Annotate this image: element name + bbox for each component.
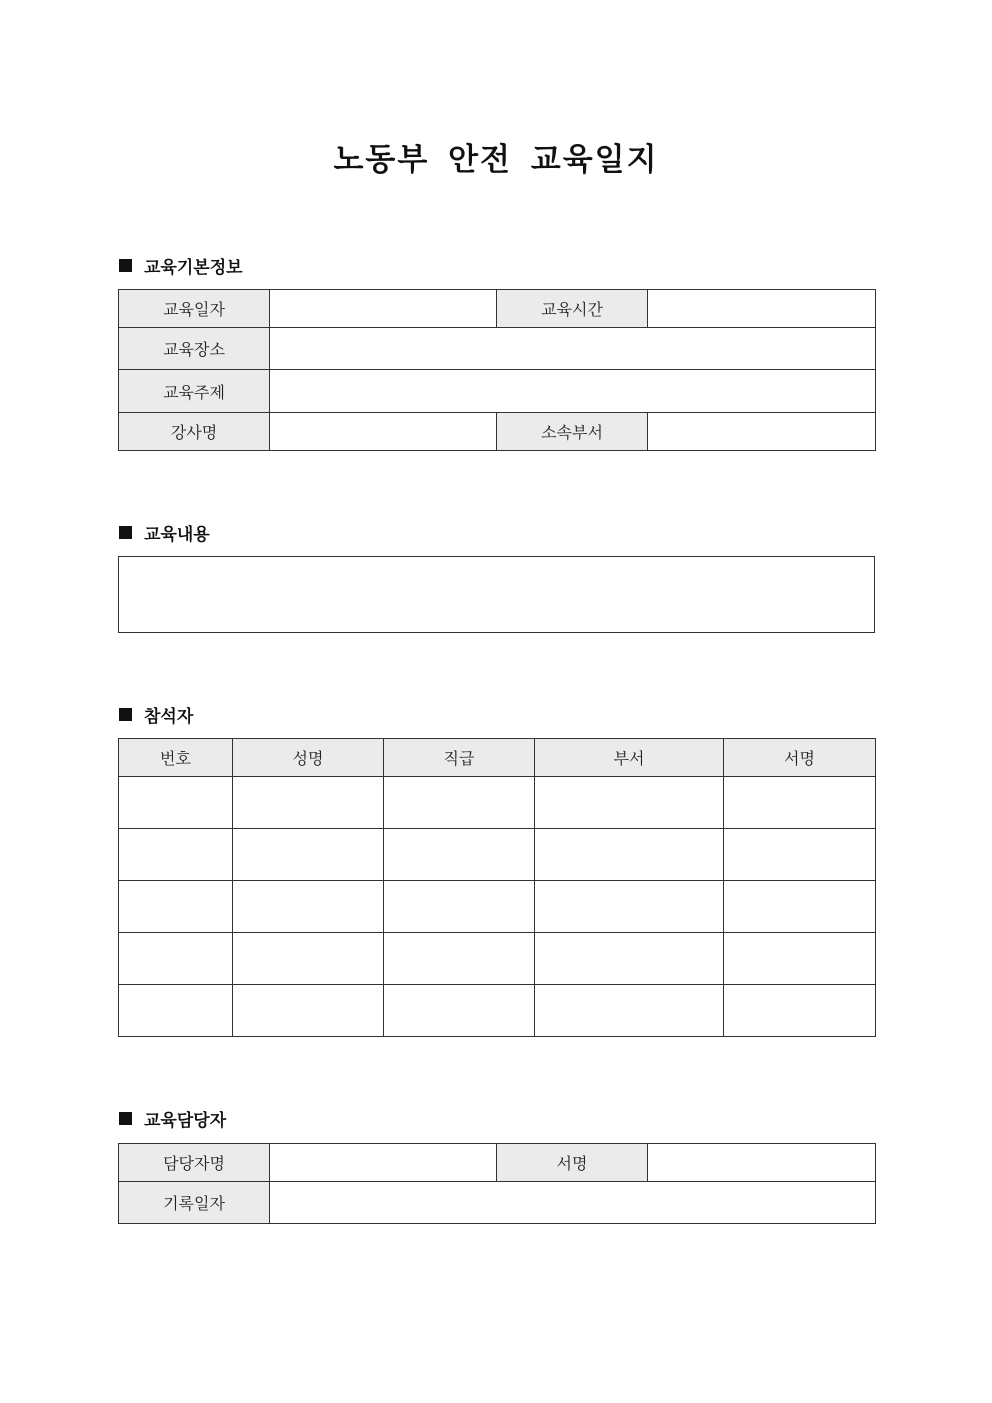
signature-cell[interactable] bbox=[724, 985, 876, 1037]
column-header-signature: 서명 bbox=[724, 739, 876, 777]
name-cell[interactable] bbox=[233, 777, 384, 829]
date-label: 교육일자 bbox=[119, 290, 270, 328]
record-date-label: 기록일자 bbox=[119, 1182, 270, 1224]
signature-cell[interactable] bbox=[724, 881, 876, 933]
topic-label: 교육주제 bbox=[119, 370, 270, 413]
section-heading-manager bbox=[119, 1106, 226, 1130]
instructor-field[interactable] bbox=[270, 413, 497, 451]
manager-sign-label: 서명 bbox=[497, 1144, 648, 1182]
manager-sign-field[interactable] bbox=[648, 1144, 876, 1182]
document-title: 노동부 안전 교육일지 bbox=[333, 142, 659, 178]
section-title: 교육담당자 bbox=[144, 1110, 227, 1131]
date-field[interactable] bbox=[270, 290, 497, 328]
position-cell[interactable] bbox=[384, 881, 535, 933]
column-header-name: 성명 bbox=[233, 739, 384, 777]
name-cell[interactable] bbox=[233, 829, 384, 881]
instructor-label: 강사명 bbox=[119, 413, 270, 451]
column-header-department: 부서 bbox=[535, 739, 724, 777]
position-cell[interactable] bbox=[384, 933, 535, 985]
position-cell[interactable] bbox=[384, 829, 535, 881]
department-cell[interactable] bbox=[535, 829, 724, 881]
square-bullet-icon bbox=[119, 526, 132, 539]
column-header-position: 직급 bbox=[384, 739, 535, 777]
number-cell[interactable] bbox=[119, 881, 233, 933]
number-cell[interactable] bbox=[119, 985, 233, 1037]
position-cell[interactable] bbox=[384, 777, 535, 829]
time-label: 교육시간 bbox=[497, 290, 648, 328]
column-header-number: 번호 bbox=[119, 739, 233, 777]
number-cell[interactable] bbox=[119, 933, 233, 985]
table-row bbox=[119, 829, 876, 881]
square-bullet-icon bbox=[119, 1112, 132, 1125]
signature-cell[interactable] bbox=[724, 933, 876, 985]
table-row bbox=[119, 881, 876, 933]
position-cell[interactable] bbox=[384, 985, 535, 1037]
manager-name-label: 담당자명 bbox=[119, 1144, 270, 1182]
table-row bbox=[119, 777, 876, 829]
topic-field[interactable] bbox=[270, 370, 876, 413]
section-title: 참석자 bbox=[144, 706, 194, 727]
department-cell[interactable] bbox=[535, 777, 724, 829]
name-cell[interactable] bbox=[233, 933, 384, 985]
dept-label: 소속부서 bbox=[497, 413, 648, 451]
section-heading-attendees bbox=[119, 702, 193, 726]
dept-field[interactable] bbox=[648, 413, 876, 451]
place-label: 교육장소 bbox=[119, 328, 270, 370]
name-cell[interactable] bbox=[233, 985, 384, 1037]
basic-info-table bbox=[118, 289, 876, 451]
record-date-field[interactable] bbox=[270, 1182, 876, 1224]
section-title: 교육기본정보 bbox=[144, 257, 243, 278]
square-bullet-icon bbox=[119, 708, 132, 721]
manager-table bbox=[118, 1143, 876, 1224]
name-cell[interactable] bbox=[233, 881, 384, 933]
square-bullet-icon bbox=[119, 259, 132, 272]
section-title: 교육내용 bbox=[144, 524, 210, 545]
table-row bbox=[119, 985, 876, 1037]
table-row bbox=[119, 933, 876, 985]
attendees-table bbox=[118, 738, 876, 1037]
signature-cell[interactable] bbox=[724, 829, 876, 881]
section-heading-basic-info bbox=[119, 253, 243, 277]
department-cell[interactable] bbox=[535, 933, 724, 985]
content-field[interactable] bbox=[118, 556, 875, 633]
department-cell[interactable] bbox=[535, 881, 724, 933]
number-cell[interactable] bbox=[119, 777, 233, 829]
department-cell[interactable] bbox=[535, 985, 724, 1037]
signature-cell[interactable] bbox=[724, 777, 876, 829]
time-field[interactable] bbox=[648, 290, 876, 328]
place-field[interactable] bbox=[270, 328, 876, 370]
manager-name-field[interactable] bbox=[270, 1144, 497, 1182]
number-cell[interactable] bbox=[119, 829, 233, 881]
section-heading-content bbox=[119, 520, 210, 544]
